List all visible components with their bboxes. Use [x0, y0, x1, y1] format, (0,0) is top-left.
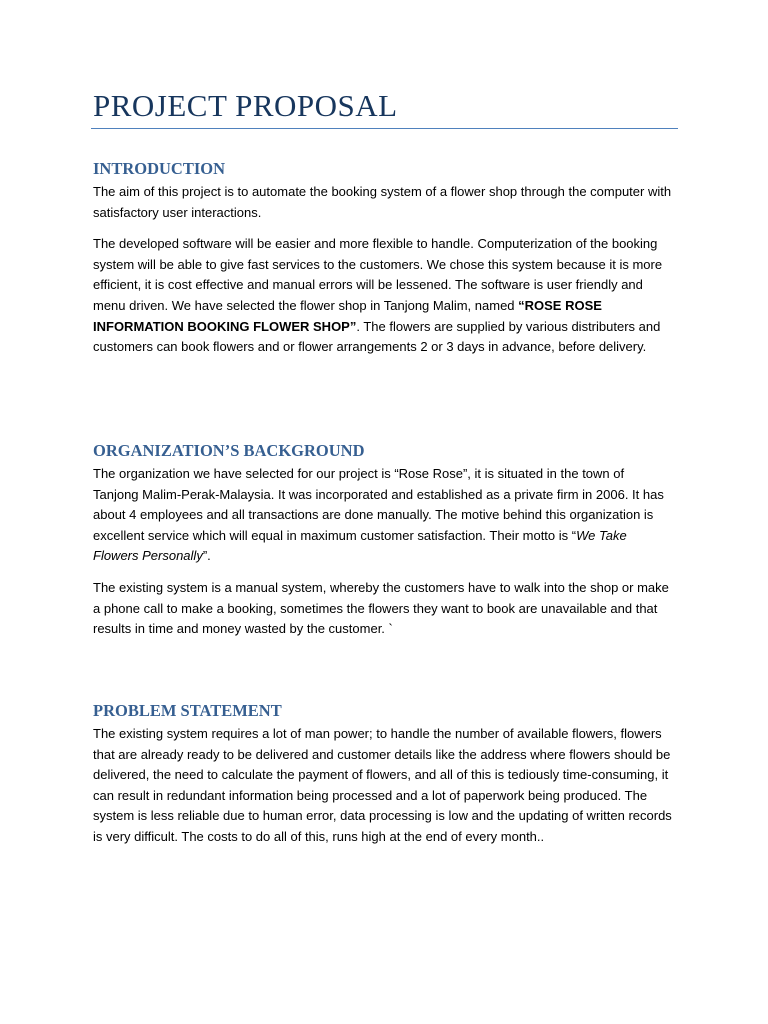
section-problem-statement: [93, 700, 673, 859]
section-organization-background: [93, 440, 673, 651]
page-title: PROJECT PROPOSAL: [93, 88, 398, 123]
section-introduction: [93, 158, 673, 369]
org-p1-text-before: The organization we have selected for our project is “Rose Rose”, it is situated in the town of Tanjong Malim-Perak-Malaysia. It was incorporated and established as a private firm in 2006. It has about 4 employees and all transactions are done manually. The motive behind this organization is excellent service which will equal in maximum customer satisfaction. Their motto is “: [93, 466, 664, 543]
title-divider: [91, 128, 678, 129]
intro-p2-text-after: . The flowers are supplied by various distributers and customers can book flowers and or flower arrangements 2 or 3 days in advance, before delivery.: [93, 318, 661, 355]
introduction-paragraph-1: The aim of this project is to automate the booking system of a flower shop through the computer with satisfactory user interactions.: [93, 184, 672, 220]
introduction-heading: INTRODUCTION: [93, 159, 226, 178]
organization-paragraph-2: The existing system is a manual system, whereby the customers have to walk into the shop or make a phone call to make a booking, sometimes the flowers they want to book are unavailable and that results in time and money wasted by the customer. `: [93, 579, 669, 637]
problem-paragraph-1: The existing system requires a lot of man power; to handle the number of available flowers, flowers that are already ready to be delivered and customer details like the address where flowers should be delivered, the need to calculate the payment of flowers, and all of this is tediously time-consuming, it can result in redundant information being processed and a lot of paperwork being produced. The system is less reliable due to human error, data processing is low and the updating of written records is very difficult. The costs to do all of this, runs high at the end of every month..: [93, 726, 672, 844]
organization-heading: ORGANIZATION’S BACKGROUND: [93, 441, 365, 460]
org-p1-text-after: ”.: [202, 548, 211, 564]
intro-p2-text-before: The developed software will be easier and more flexible to handle. Computerization of the booking system will be able to give fast services to the customers. We chose this system because it is more efficient, it is cost effective and manual errors will be lessened. The software is user friendly and menu driven. We have selected the flower shop in Tanjong Malim, named: [93, 236, 663, 313]
introduction-paragraph-2: [93, 234, 673, 358]
shop-name: “ROSE ROSE INFORMATION BOOKING FLOWER SHOP”: [93, 297, 602, 334]
problem-heading: PROBLEM STATEMENT: [93, 701, 282, 720]
organization-paragraph-1: [93, 464, 673, 567]
motto: We Take Flowers Personally: [93, 527, 627, 564]
